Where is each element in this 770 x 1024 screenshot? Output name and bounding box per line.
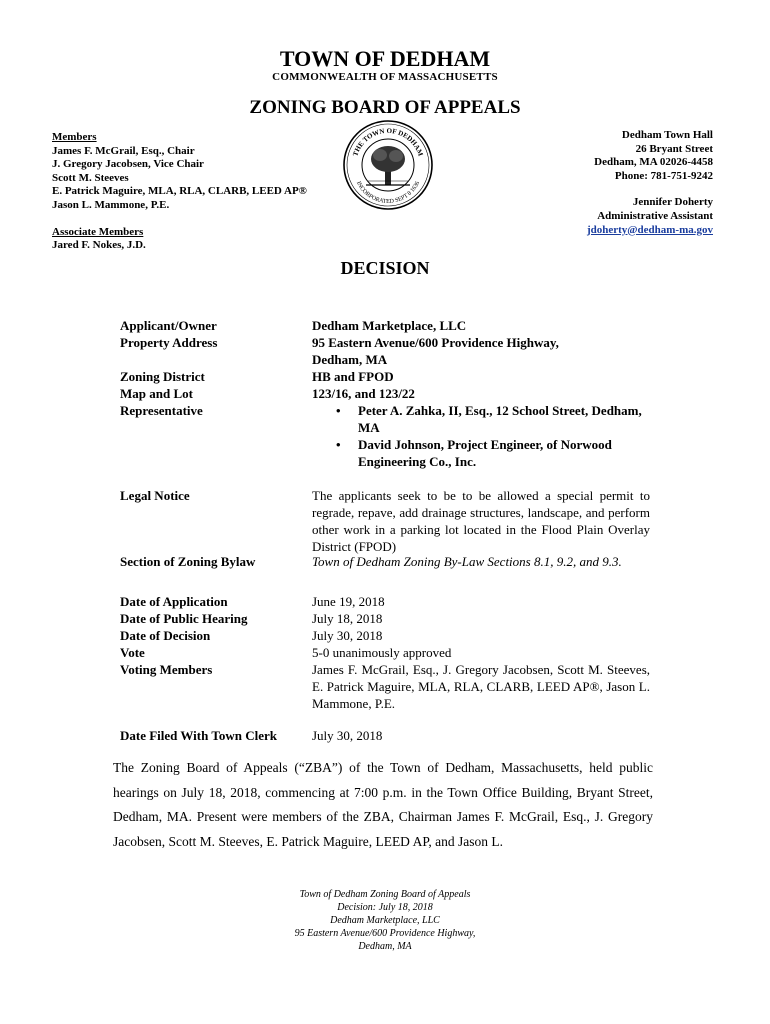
- commonwealth-subtitle: COMMONWEALTH OF MASSACHUSETTS: [272, 71, 498, 83]
- body-paragraph: The Zoning Board of Appeals (“ZBA”) of the Town of Dedham, Massachusetts, held public hearings on July 18, 2018, commencing at 7:00 p.m. in the Town Office Building, Bryant Street, Dedham, MA. Present were members of the ZBA, Chairman James F. McGrail, Esq., J. Gregory Jacobsen, Scott M. Steeves, E. Patrick Maguire, LEED AP, and Jason L.: [113, 760, 653, 849]
- value-zoning-district: HB and FPOD: [312, 369, 394, 384]
- town-seal-icon: [342, 119, 434, 211]
- footer-line: Town of Dedham Zoning Board of Appeals: [299, 889, 471, 900]
- contact-title: Administrative Assistant: [597, 209, 713, 222]
- footer-line: 95 Eastern Avenue/600 Providence Highway,: [294, 928, 476, 939]
- value-vote: 5-0 unanimously approved: [312, 645, 452, 660]
- value-property-line2: Dedham, MA: [312, 352, 388, 367]
- office-block: [587, 129, 713, 237]
- representatives-list: [312, 402, 650, 470]
- contact-name: Jennifer Doherty: [632, 196, 713, 209]
- associate-member-item: Jared F. Nokes, J.D.: [52, 239, 146, 252]
- label-voting-members: Voting Members: [120, 662, 213, 677]
- member-item: J. Gregory Jacobsen, Vice Chair: [52, 158, 204, 171]
- label-date-application: Date of Application: [120, 594, 228, 609]
- bullet-icon: •: [336, 403, 341, 418]
- footer-line: Dedham Marketplace, LLC: [330, 915, 440, 926]
- label-date-decision: Date of Decision: [120, 628, 211, 643]
- seal-top-text: THE TOWN OF DEDHAM: [351, 126, 425, 158]
- value-date-filed: July 30, 2018: [312, 728, 383, 743]
- footer-block: [0, 888, 770, 953]
- value-legal-notice: The applicants seek to be to be allowed a special permit to regrade, repave, add drainage structures, landscape, and perform other work in a parking lot located in the Flood Plain Overlay District (FPOD): [312, 488, 650, 554]
- representative-item: • Peter A. Zahka, II, Esq., 12 School Street, Dedham, MA: [336, 403, 642, 435]
- footer-line: Decision: July 18, 2018: [337, 902, 433, 913]
- value-date-decision: July 30, 2018: [312, 628, 383, 643]
- value-date-hearing: July 18, 2018: [312, 611, 383, 626]
- seal-bottom-text: INCORPORATED SEPT 8 1636: [354, 180, 422, 206]
- associate-members-heading: Associate Members: [52, 225, 144, 238]
- town-title: TOWN OF DEDHAM: [279, 46, 491, 71]
- value-voting-members: James F. McGrail, Esq., J. Gregory Jacobsen, Scott M. Steeves, E. Patrick Maguire, MLA, RLA, CLARB, LEED AP®, Jason L. Mammone, P.E.: [312, 662, 650, 711]
- value-applicant: Dedham Marketplace, LLC: [312, 318, 467, 333]
- office-building: Dedham Town Hall: [621, 129, 713, 141]
- members-heading: Members: [52, 131, 97, 143]
- representative-item: • David Johnson, Project Engineer, of Norwood Engineering Co., Inc.: [336, 437, 612, 469]
- member-item: E. Patrick Maguire, MLA, RLA, CLARB, LEED AP®: [52, 185, 307, 198]
- members-block: [52, 131, 307, 253]
- value-property-line1: 95 Eastern Avenue/600 Providence Highway,: [312, 335, 559, 350]
- label-property: Property Address: [120, 335, 218, 350]
- office-city: Dedham, MA 02026-4458: [594, 156, 713, 169]
- member-item: James F. McGrail, Esq., Chair: [52, 144, 195, 157]
- office-street: 26 Bryant Street: [635, 142, 713, 155]
- office-phone: Phone: 781-751-9242: [614, 169, 713, 182]
- contact-email-link[interactable]: jdoherty@dedham-ma.gov: [586, 223, 713, 236]
- value-date-application: June 19, 2018: [312, 594, 385, 609]
- decision-title: DECISION: [340, 258, 430, 278]
- label-vote: Vote: [120, 645, 145, 660]
- member-item: Jason L. Mammone, P.E.: [52, 198, 170, 211]
- member-item: Scott M. Steeves: [52, 171, 129, 184]
- label-date-filed: Date Filed With Town Clerk: [120, 728, 277, 743]
- label-date-hearing: Date of Public Hearing: [120, 611, 248, 626]
- label-map-lot: Map and Lot: [120, 386, 193, 401]
- board-title: ZONING BOARD OF APPEALS: [249, 97, 521, 118]
- label-zoning-district: Zoning District: [120, 369, 205, 384]
- label-legal-notice: Legal Notice: [120, 488, 190, 503]
- value-map-lot: 123/16, and 123/22: [312, 386, 415, 401]
- label-section: Section of Zoning Bylaw: [120, 554, 256, 569]
- label-representative: Representative: [120, 403, 203, 418]
- footer-line: Dedham, MA: [358, 941, 412, 952]
- bullet-icon: •: [336, 437, 341, 452]
- label-applicant: Applicant/Owner: [120, 318, 217, 333]
- value-section: Town of Dedham Zoning By-Law Sections 8.1, 9.2, and 9.3.: [312, 554, 622, 569]
